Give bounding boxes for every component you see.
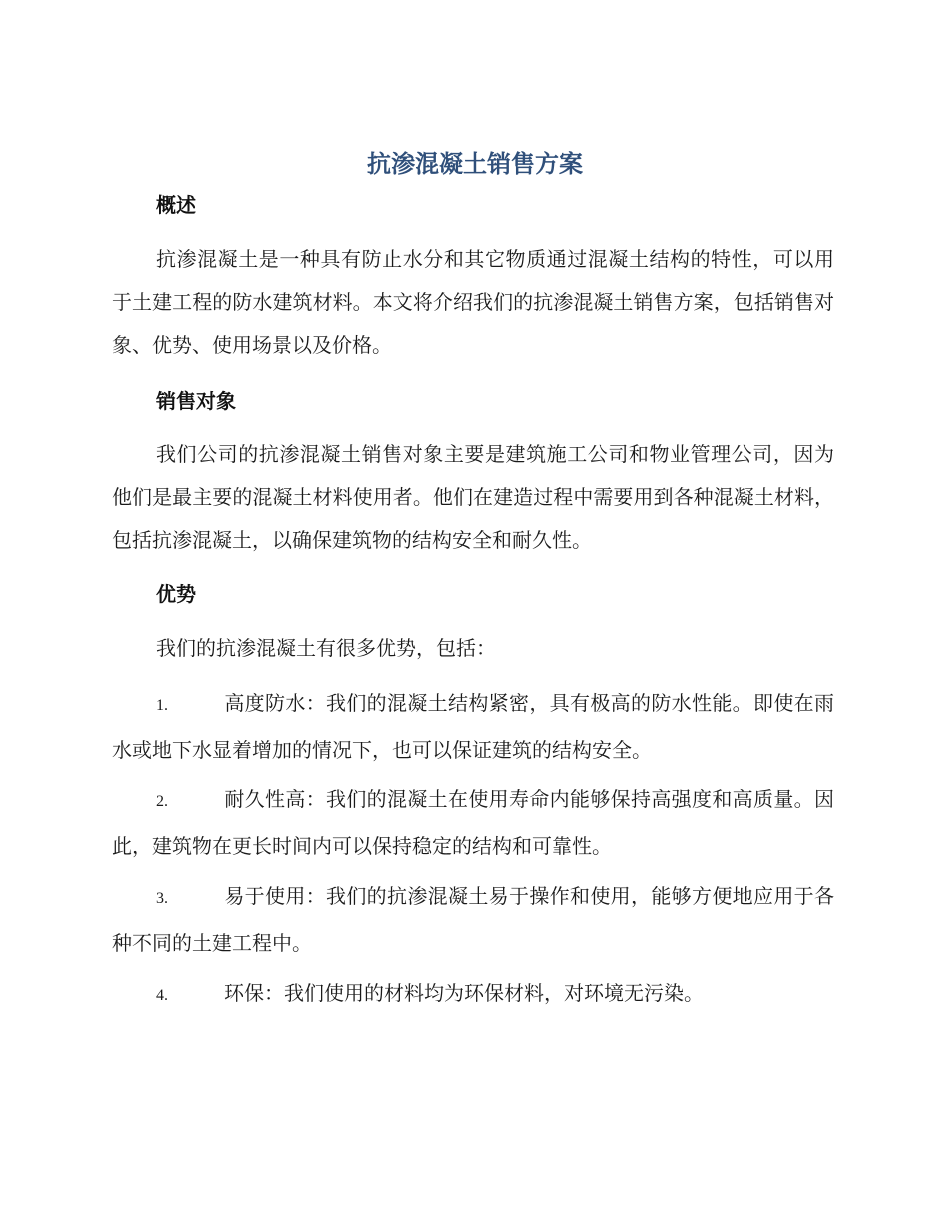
list-number: 4.	[156, 987, 168, 1004]
advantages-intro-paragraph: 我们的抗渗混凝土有很多优势，包括：	[156, 636, 496, 660]
sales-target-paragraph: 我们公司的抗渗混凝土销售对象主要是建筑施工公司和物业管理公司，因为他们是最主要的混凝土材料使用者。他们在建造过程中需要用到各种混凝土材料，包括抗渗混凝土，以确保建筑物的结构安全和耐久性。	[112, 442, 834, 552]
advantage-item	[112, 971, 834, 1018]
section-heading-sales-target: 销售对象	[156, 389, 236, 413]
list-item-text: 高度防水：我们的混凝土结构紧密，具有极高的防水性能。即使在雨水或地下水显着增加的情况下，也可以保证建筑的结构安全。	[112, 691, 834, 762]
list-number: 1.	[156, 697, 168, 714]
advantage-item	[112, 777, 834, 869]
section-heading-overview: 概述	[156, 193, 196, 217]
list-number: 2.	[156, 793, 168, 810]
advantage-item	[112, 874, 834, 966]
list-item-text: 耐久性高：我们的混凝土在使用寿命内能够保持高强度和高质量。因此，建筑物在更长时间内可以保持稳定的结构和可靠性。	[112, 787, 834, 858]
overview-paragraph: 抗渗混凝土是一种具有防止水分和其它物质通过混凝土结构的特性，可以用于土建工程的防水建筑材料。本文将介绍我们的抗渗混凝土销售方案，包括销售对象、优势、使用场景以及价格。	[112, 247, 834, 357]
advantage-item	[112, 681, 834, 773]
list-item-text: 环保：我们使用的材料均为环保材料，对环境无污染。	[224, 981, 704, 1005]
section-heading-advantages: 优势	[156, 582, 196, 606]
list-number: 3.	[156, 890, 168, 907]
list-item-text: 易于使用：我们的抗渗混凝土易于操作和使用，能够方便地应用于各种不同的土建工程中。	[112, 884, 834, 955]
document-title: 抗渗混凝土销售方案	[367, 150, 583, 178]
